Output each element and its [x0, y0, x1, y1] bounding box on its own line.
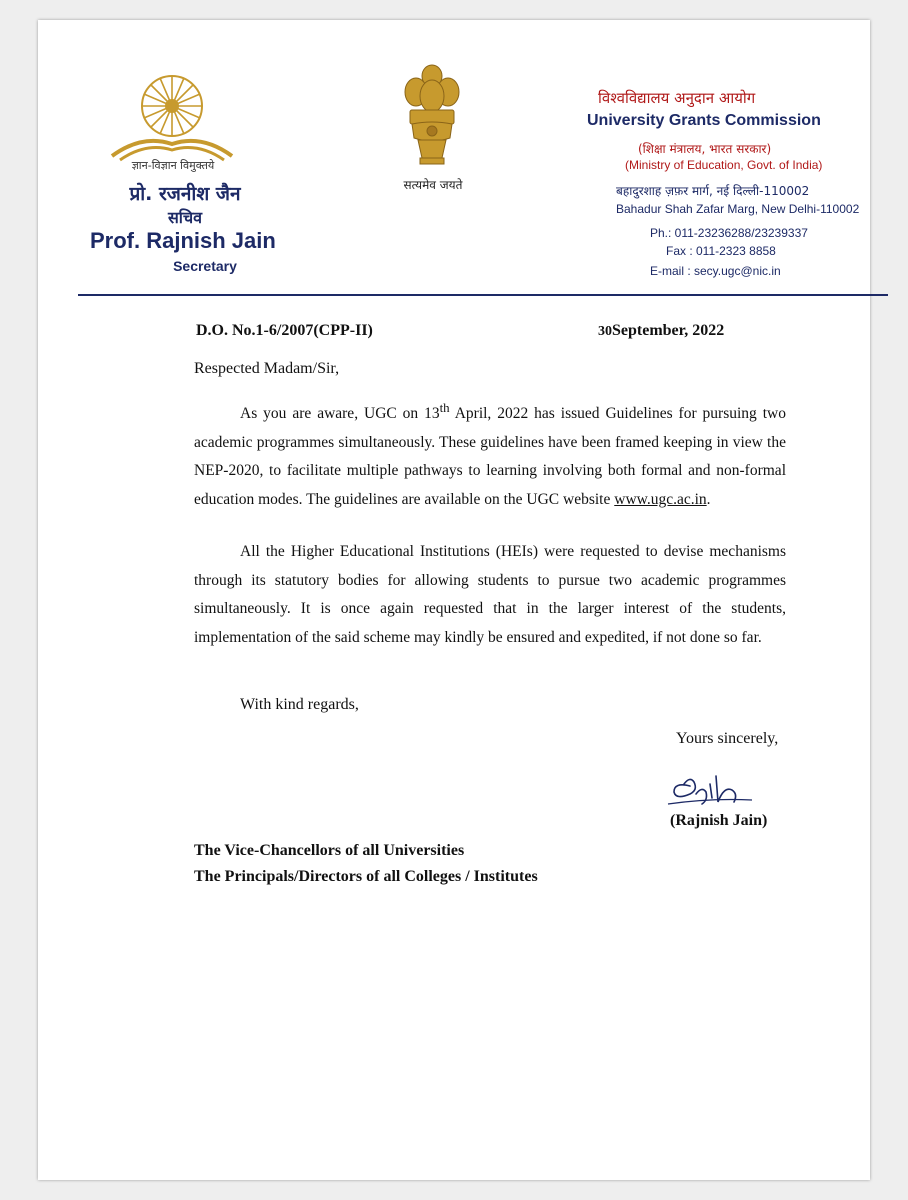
letter-page: [38, 20, 870, 1180]
phone-number: Ph.: 011-23236288/23239337: [650, 226, 808, 240]
recipient-line-2: The Principals/Directors of all Colleges / Institutes: [194, 868, 538, 885]
recipient-line-1: The Vice-Chancellors of all Universities: [194, 842, 465, 859]
header-divider: [78, 294, 888, 296]
paragraph-2: All the Higher Educational Institutions (HEIs) were requested to devise mechanisms through its statutory bodies for allowing students to pursue two academic programmes simultaneously. It is once again requested that in the larger interest of the students, implementation of the said scheme may kindly be ensured and expedited, if not done so far.: [194, 543, 786, 646]
ordinal-suffix: th: [439, 400, 450, 415]
address-hindi: बहादुरशाह ज़फ़र मार्ग, नई दिल्ली-110002: [616, 184, 810, 198]
national-emblem-icon: [400, 62, 464, 170]
email-address: E-mail : secy.ugc@nic.in: [650, 264, 781, 278]
secretary-name-hindi: प्रो. रजनीश जैन: [129, 183, 241, 205]
logo-motto: ज्ञान-विज्ञान विमुक्तये: [131, 159, 215, 172]
closing: Yours sincerely,: [676, 730, 779, 747]
salutation: Respected Madam/Sir,: [194, 360, 340, 377]
signature-icon: [660, 764, 770, 814]
paragraph-1-end: .: [706, 490, 711, 508]
address-english: Bahadur Shah Zafar Marg, New Delhi-110002: [616, 202, 860, 216]
emblem-motto: सत्यमेव जयते: [403, 178, 463, 192]
letter-date: [598, 322, 724, 340]
regards: With kind regards,: [240, 696, 359, 713]
ugc-website-link[interactable]: www.ugc.ac.in: [614, 490, 707, 508]
secretary-title-english: Secretary: [173, 258, 237, 274]
secretary-title-hindi: सचिव: [167, 208, 203, 227]
paragraph-1: [194, 394, 786, 514]
org-name-english: University Grants Commission: [587, 112, 821, 129]
ministry-english: (Ministry of Education, Govt. of India): [625, 158, 823, 172]
ugc-logo-icon: [102, 64, 242, 164]
date-day: 30: [598, 324, 612, 339]
paragraph-1-part-a: As you are aware, UGC on 13: [240, 405, 440, 423]
reference-number: D.O. No.1-6/2007(CPP-II): [196, 322, 373, 339]
paragraph-1-part-b: April, 2022 has issued Guidelines for pursuing two academic programmes simultaneously. These guidelines have been framed keeping in view the NEP-2020, to facilitate multiple pathways to learning involving both formal and non-formal education modes. The guidelines are available on the UGC website: [194, 405, 786, 508]
signer-name: (Rajnish Jain): [670, 812, 768, 829]
ministry-hindi: (शिक्षा मंत्रालय, भारत सरकार): [638, 142, 772, 156]
org-name-hindi: विश्वविद्यालय अनुदान आयोग: [598, 89, 756, 107]
secretary-name-english: Prof. Rajnish Jain: [90, 228, 276, 253]
date-month-year: September, 2022: [612, 322, 725, 339]
fax-number: Fax : 011-2323 8858: [666, 244, 776, 258]
